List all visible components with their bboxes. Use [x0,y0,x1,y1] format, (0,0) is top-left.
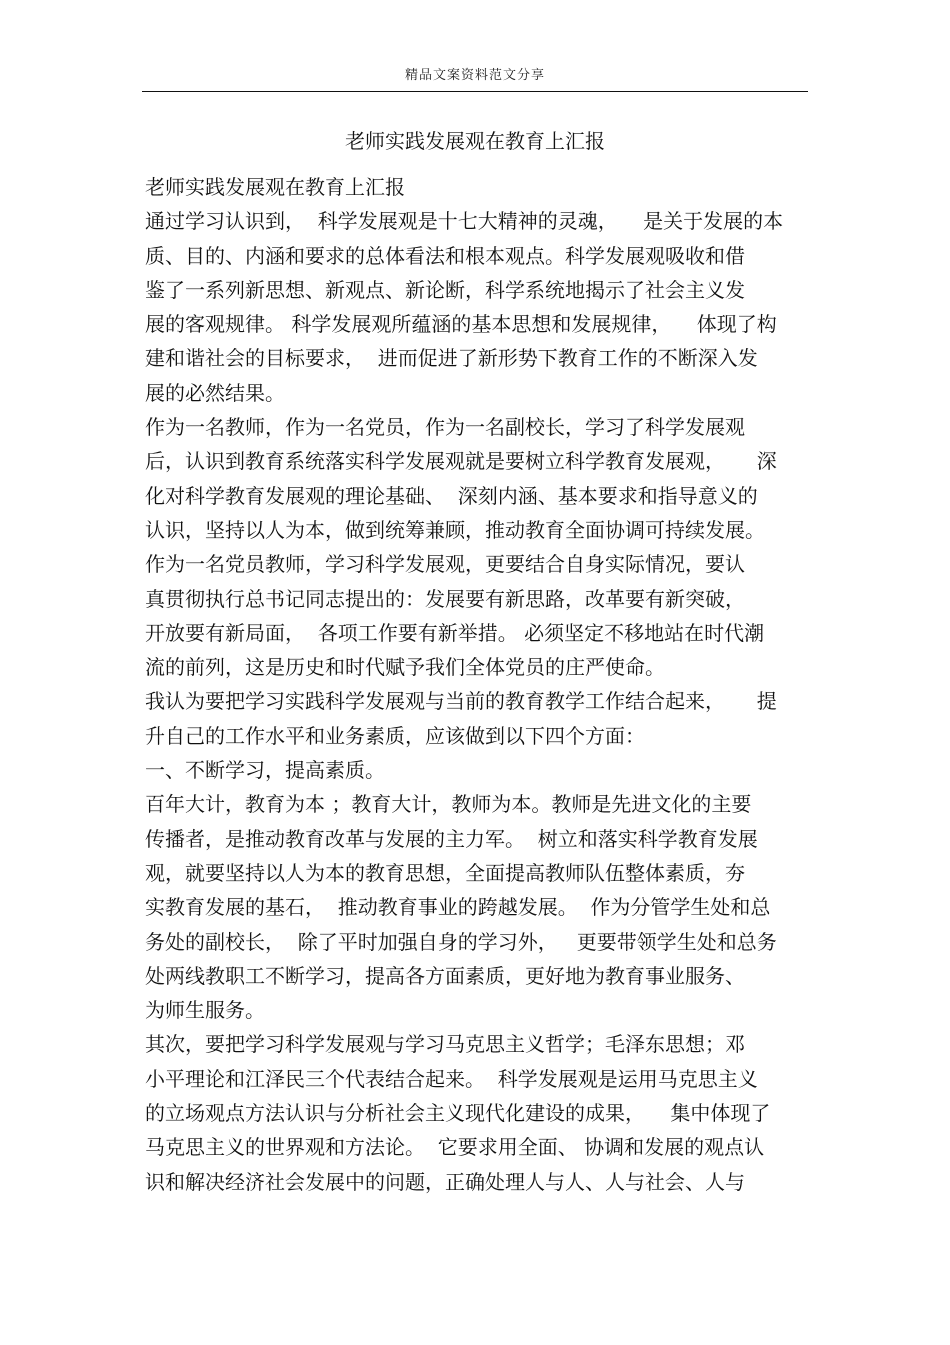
document-title: 老师实践发展观在教育上汇报 [345,129,605,153]
body-line: 务处的副校长， 除了平时加强自身的学习外， 更要带领学生处和总务 [145,929,777,954]
body-line: 处两线教职工不断学习，提高各方面素质，更好地为教育事业服务、 [145,963,745,988]
body-line: 马克思主义的世界观和方法论。 它要求用全面、 协调和发展的观点认 [145,1135,765,1160]
body-line: 建和谐社会的目标要求， 进而促进了新形势下教育工作的不断深入发 [145,346,758,371]
body-line: 作为一名教师，作为一名党员，作为一名副校长，学习了科学发展观 [145,415,745,440]
body-line: 观，就要坚持以人为本的教育思想，全面提高教师队伍整体素质，夯 [145,860,745,885]
body-line: 认识，坚持以人为本，做到统筹兼顾，推动教育全面协调可持续发展。 [145,517,765,542]
body-line: 传播者，是推动教育改革与发展的主力军。 树立和落实科学教育发展 [145,826,758,851]
body-line: 升自己的工作水平和业务素质，应该做到以下四个方面： [145,723,645,748]
body-line: 流的前列，这是历史和时代赋予我们全体党员的庄严使命。 [145,655,665,680]
body-line: 一、不断学习，提高素质。 [145,758,385,783]
document-body [145,170,810,1199]
body-line: 作为一名党员教师，学习科学发展观，更要结合自身实际情况，要认 [145,552,745,577]
body-line: 开放要有新局面， 各项工作要有新举措。 必须坚定不移地站在时代潮 [145,620,765,645]
header-rule [142,91,808,92]
body-line: 小平理论和江泽民三个代表结合起来。 科学发展观是运用马克思主义 [145,1066,758,1091]
body-line: 百年大计，教育为本 ；教育大计，教师为本。教师是先进文化的主要 [145,792,752,817]
body-line: 真贯彻执行总书记同志提出的：发展要有新思路，改革要有新突破， [145,586,745,611]
body-line: 鉴了一系列新思想、新观点、新论断，科学系统地揭示了社会主义发 [145,277,745,302]
body-line: 老师实践发展观在教育上汇报 [145,175,405,199]
body-line: 展的客观规律。 科学发展观所蕴涵的基本思想和发展规律， 体现了构 [145,312,777,337]
body-line: 实教育发展的基石， 推动教育事业的跨越发展。 作为分管学生处和总 [145,895,771,920]
running-header: 精品文案资料范文分享 [404,68,545,83]
body-line: 的立场观点方法认识与分析社会主义现代化建设的成果， 集中体现了 [145,1101,771,1126]
body-line: 通过学习认识到， 科学发展观是十七大精神的灵魂， 是关于发展的本 [145,209,784,234]
body-line: 其次，要把学习科学发展观与学习马克思主义哲学；毛泽东思想；邓 [145,1032,745,1057]
body-line: 识和解决经济社会发展中的问题，正确处理人与人、人与社会、人与 [145,1169,745,1194]
body-line: 我认为要把学习实践科学发展观与当前的教育教学工作结合起来， 提 [145,689,777,714]
body-line: 后，认识到教育系统落实科学发展观就是要树立科学教育发展观， 深 [145,449,777,474]
body-line: 为师生服务。 [145,998,265,1023]
body-line: 化对科学教育发展观的理论基础、 深刻内涵、基本要求和指导意义的 [145,483,758,508]
body-line: 展的必然结果。 [145,380,285,405]
body-line: 质、目的、内涵和要求的总体看法和根本观点。科学发展观吸收和借 [145,243,745,268]
